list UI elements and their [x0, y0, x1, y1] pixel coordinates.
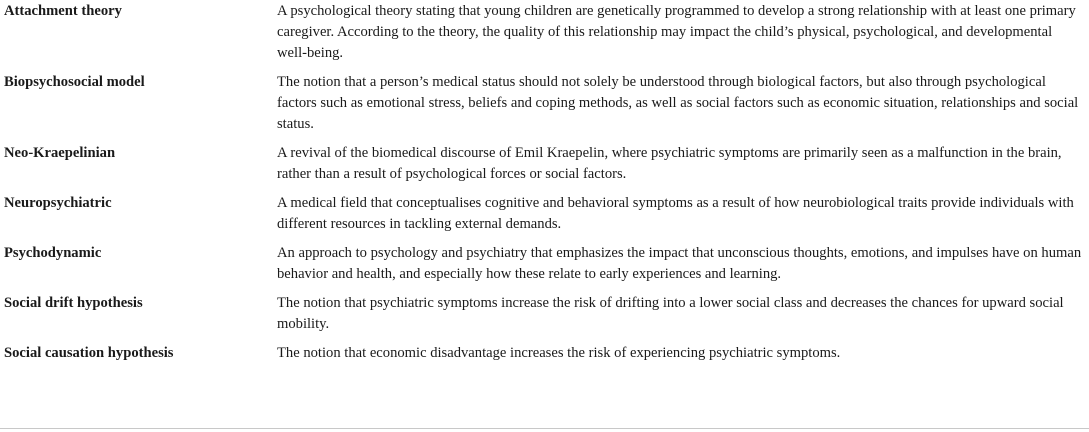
- definition-cell: A revival of the biomedical discourse of Emil Kraepelin, where psychiatric symptoms are primarily seen as a malfunction in the brain, rather than a result of psychological forces or social factors.: [277, 145, 1062, 182]
- table-row: [0, 293, 1089, 343]
- term-cell: Attachment theory: [4, 3, 122, 19]
- term-cell: Social drift hypothesis: [4, 295, 143, 311]
- definition-cell: A medical field that conceptualises cognitive and behavioral symptoms as a result of how neurobiological traits provide individuals with different resources in tackling external demands.: [277, 195, 1074, 232]
- definition-cell: The notion that a person’s medical status should not solely be understood through biological factors, but also through psychological factors such as emotional stress, beliefs and coping methods, as well as social factors such as economic situation, relationships and social status.: [277, 74, 1079, 132]
- table-row: [0, 343, 1089, 372]
- term-cell: Biopsychosocial model: [4, 74, 145, 90]
- table-row: [0, 243, 1089, 293]
- definition-cell: A psychological theory stating that young children are genetically programmed to develop a strong relationship with at least one primary caregiver. According to the theory, the quality of this relationship may impact the child’s physical, psychological, and developmental well-being.: [277, 3, 1076, 61]
- table-row: [0, 143, 1089, 193]
- table-bottom-divider: [0, 428, 1089, 429]
- term-cell: Neo-Kraepelinian: [4, 145, 116, 161]
- definition-cell: The notion that psychiatric symptoms increase the risk of drifting into a lower social class and decreases the chances for upward social mobility.: [277, 295, 1064, 332]
- table-row: [0, 193, 1089, 243]
- table-row: [0, 72, 1089, 143]
- table-row: [0, 0, 1089, 72]
- term-cell: Social causation hypothesis: [4, 345, 174, 361]
- term-cell: Psychodynamic: [4, 245, 102, 261]
- term-cell: Neuropsychiatric: [4, 195, 112, 211]
- definition-cell: The notion that economic disadvantage increases the risk of experiencing psychiatric symptoms.: [277, 345, 841, 361]
- definition-cell: An approach to psychology and psychiatry that emphasizes the impact that unconscious thoughts, emotions, and impulses have on human behavior and health, and especially how these relate to early experiences and learning.: [277, 245, 1082, 282]
